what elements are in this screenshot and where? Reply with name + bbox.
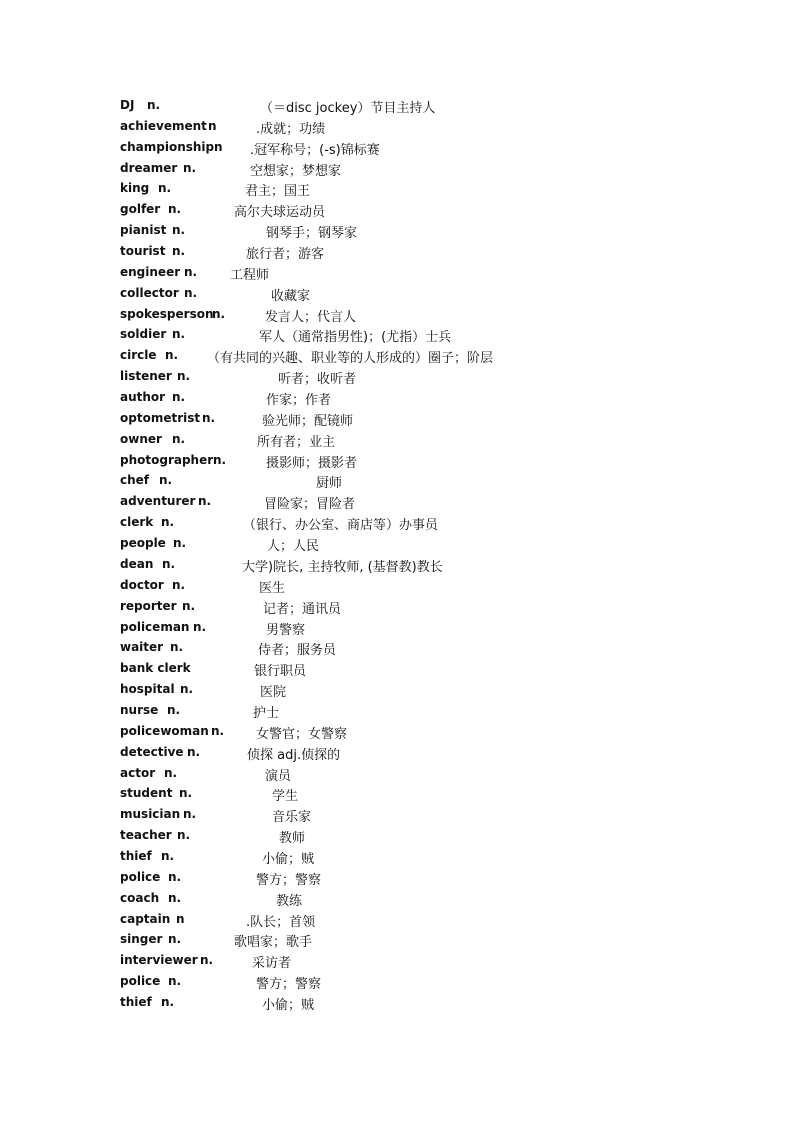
entry-part-of-speech: n.: [183, 807, 197, 822]
entry-word: people: [120, 536, 166, 551]
entry-part-of-speech: n.: [159, 473, 173, 488]
entry-part-of-speech: n.: [179, 786, 193, 801]
entry-word: adventurer: [120, 494, 196, 509]
vocab-entry: [0, 326, 794, 346]
entry-word: police: [120, 869, 161, 884]
entry-part-of-speech: n.: [183, 160, 197, 175]
entry-word: tourist: [120, 244, 166, 259]
entry-definition: 侍者；服务员: [258, 643, 337, 659]
entry-definition: 摄影师；摄影者: [266, 455, 358, 471]
vocab-entry: [0, 472, 794, 492]
entry-part-of-speech: n.: [177, 828, 191, 843]
vocab-entry: [0, 785, 794, 805]
entry-part-of-speech: n.: [200, 953, 214, 968]
entry-part-of-speech: n.: [165, 348, 179, 363]
entry-part-of-speech: n.: [168, 890, 182, 905]
entry-part-of-speech: n.: [172, 577, 186, 592]
entry-definition: .冠军称号；(-s)锦标赛: [250, 142, 380, 158]
entry-word: thief: [120, 994, 152, 1009]
vocab-entry: [0, 765, 794, 785]
entry-word: engineer: [120, 264, 181, 279]
entry-definition: 小偷；贼: [262, 997, 315, 1013]
entry-word: captain: [120, 911, 171, 926]
vocab-entry: [0, 285, 794, 305]
vocab-entry: [0, 598, 794, 618]
entry-word: listener: [120, 369, 172, 384]
vocab-entry: [0, 556, 794, 576]
entry-definition: 发言人；代言人: [265, 309, 357, 325]
entry-part-of-speech: n.: [187, 744, 201, 759]
entry-word: student: [120, 786, 173, 801]
entry-word: author: [120, 390, 166, 405]
entry-definition: 采访者: [252, 956, 292, 972]
entry-word: DJ: [120, 98, 135, 112]
entry-definition: 钢琴手；钢琴家: [266, 226, 358, 242]
vocab-entry: [0, 577, 794, 597]
entry-definition: 警方；警察: [256, 977, 322, 993]
entry-part-of-speech: n.: [161, 994, 175, 1009]
entry-part-of-speech: n.: [164, 765, 178, 780]
entry-definition: 大学)院长, 主持牧师, (基督教)教长: [242, 559, 443, 575]
vocab-entry: [0, 306, 794, 326]
entry-definition: 教师: [279, 831, 306, 847]
entry-part-of-speech: n.: [213, 452, 227, 467]
vocab-entry: [0, 389, 794, 409]
entry-word: spokesperson: [120, 306, 214, 321]
entry-word: king: [120, 181, 150, 196]
entry-part-of-speech: n.: [212, 306, 226, 321]
entry-part-of-speech: n: [176, 911, 185, 926]
vocab-entry: [0, 994, 794, 1014]
vocab-entry: [0, 410, 794, 430]
entry-word: dreamer: [120, 160, 178, 175]
entry-definition: 高尔夫球运动员: [234, 205, 326, 221]
entry-definition: .成就；功绩: [256, 121, 326, 137]
vocab-entry: [0, 243, 794, 263]
entry-definition: 演员: [265, 768, 292, 784]
entry-word: chef: [120, 473, 150, 488]
vocab-entry: [0, 535, 794, 555]
entry-definition: 小偷；贼: [262, 851, 315, 867]
vocab-entry: [0, 619, 794, 639]
entry-word: achievement: [120, 118, 207, 133]
entry-part-of-speech: n.: [172, 390, 186, 405]
entry-definition: 厨师: [316, 476, 343, 492]
entry-part-of-speech: n.: [147, 98, 161, 112]
vocab-entry: [0, 514, 794, 534]
vocab-entry: [0, 180, 794, 200]
entry-definition: 验光师；配镜师: [262, 413, 354, 429]
entry-definition: 医生: [259, 580, 286, 596]
entry-part-of-speech: n.: [168, 202, 182, 217]
entry-definition: 女警官；女警察: [256, 726, 348, 742]
vocab-entry: [0, 431, 794, 451]
entry-definition: 护士: [253, 705, 280, 721]
entry-word: soldier: [120, 327, 167, 342]
entry-word: police: [120, 974, 161, 989]
entry-part-of-speech: n.: [168, 869, 182, 884]
vocab-entry: [0, 931, 794, 951]
vocab-entry: [0, 723, 794, 743]
entry-part-of-speech: n.: [184, 285, 198, 300]
entry-part-of-speech: n.: [172, 431, 186, 446]
entry-word: dean: [120, 556, 154, 571]
vocab-entry: [0, 264, 794, 284]
entry-word: golfer: [120, 202, 161, 217]
entry-word: coach: [120, 890, 160, 905]
entry-word: hospital: [120, 682, 175, 697]
vocab-entry: [0, 139, 794, 159]
vocab-entry: [0, 347, 794, 367]
entry-word: photographer: [120, 452, 214, 467]
entry-word: circle: [120, 348, 157, 363]
vocab-entry: [0, 848, 794, 868]
vocab-entry: [0, 160, 794, 180]
entry-part-of-speech: n: [214, 139, 223, 154]
vocab-entry: [0, 827, 794, 847]
entry-part-of-speech: n.: [177, 369, 191, 384]
entry-definition: （有共同的兴趣、职业等的人形成的）圈子；阶层: [207, 351, 494, 367]
entry-definition: 歌唱家；歌手: [234, 935, 313, 951]
entry-word: nurse: [120, 702, 159, 717]
entry-part-of-speech: n.: [168, 932, 182, 947]
entry-definition: .队长；首领: [246, 914, 316, 930]
vocab-entry: [0, 118, 794, 138]
entry-word: interviewer: [120, 953, 198, 968]
vocab-entry: [0, 639, 794, 659]
entry-part-of-speech: n.: [173, 536, 187, 551]
entry-part-of-speech: n.: [211, 723, 225, 738]
entry-part-of-speech: n.: [162, 556, 176, 571]
entry-part-of-speech: n.: [198, 494, 212, 509]
entry-word: bank clerk: [120, 661, 191, 676]
entry-part-of-speech: n.: [184, 264, 198, 279]
entry-word: detective: [120, 744, 184, 759]
entry-word: policeman: [120, 619, 190, 634]
vocab-entry: [0, 890, 794, 910]
entry-part-of-speech: n.: [158, 181, 172, 196]
entry-part-of-speech: n.: [172, 223, 186, 238]
entry-part-of-speech: n.: [167, 702, 181, 717]
entry-word: waiter: [120, 640, 164, 655]
entry-word: policewoman: [120, 723, 209, 738]
vocab-entry: [0, 681, 794, 701]
entry-definition: 警方；警察: [256, 872, 322, 888]
entry-definition: （银行、办公室、商店等）办事员: [243, 518, 439, 534]
entry-word: championship: [120, 139, 215, 154]
entry-part-of-speech: n.: [161, 848, 175, 863]
vocab-entry: [0, 744, 794, 764]
entry-part-of-speech: n.: [172, 244, 186, 259]
entry-word: doctor: [120, 577, 164, 592]
entry-word: collector: [120, 285, 179, 300]
entry-word: reporter: [120, 598, 177, 613]
entry-definition: 所有者；业主: [257, 434, 336, 450]
entry-part-of-speech: n.: [193, 619, 207, 634]
vocab-entry: [0, 452, 794, 472]
entry-definition: 音乐家: [272, 810, 312, 826]
entry-part-of-speech: n.: [202, 410, 216, 425]
entry-definition: 君主；国王: [245, 184, 311, 200]
entry-part-of-speech: n.: [170, 640, 184, 655]
entry-definition: 男警察: [266, 622, 306, 638]
entry-definition: 工程师: [230, 267, 270, 283]
entry-definition: 收藏家: [271, 288, 311, 304]
vocab-entry: [0, 368, 794, 388]
entry-definition: 银行职员: [254, 664, 307, 680]
entry-definition: 记者；通讯员: [263, 601, 342, 617]
entry-definition: 教练: [276, 893, 303, 909]
entry-definition: 冒险家；冒险者: [264, 497, 356, 513]
entry-word: optometrist: [120, 410, 201, 425]
entry-word: clerk: [120, 515, 154, 530]
entry-definition: 侦探 adj.侦探的: [247, 747, 341, 763]
entry-definition: （＝disc jockey）节目主持人: [260, 101, 436, 116]
vocab-entry: [0, 952, 794, 972]
entry-part-of-speech: n.: [180, 682, 194, 697]
vocab-entry: [0, 201, 794, 221]
entry-part-of-speech: n: [208, 118, 217, 133]
vocab-entry: [0, 911, 794, 931]
vocab-entry: [0, 97, 794, 117]
vocab-entry: [0, 660, 794, 680]
entry-definition: 军人（通常指男性)；(尤指）士兵: [259, 330, 452, 346]
entry-word: musician: [120, 807, 181, 822]
entry-word: pianist: [120, 223, 167, 238]
entry-part-of-speech: n.: [182, 598, 196, 613]
vocab-entry: [0, 702, 794, 722]
vocab-entry: [0, 869, 794, 889]
vocab-entry: [0, 973, 794, 993]
entry-definition: 作家；作者: [266, 393, 332, 409]
entry-part-of-speech: n.: [161, 515, 175, 530]
entry-definition: 人；人民: [267, 539, 320, 555]
entry-definition: 旅行者；游客: [246, 247, 325, 263]
vocab-entry: [0, 493, 794, 513]
entry-definition: 空想家；梦想家: [250, 163, 342, 179]
entry-word: owner: [120, 431, 162, 446]
entry-definition: 听者；收听者: [278, 372, 357, 388]
entry-word: teacher: [120, 828, 172, 843]
entry-word: thief: [120, 848, 152, 863]
vocab-entry: [0, 222, 794, 242]
entry-word: actor: [120, 765, 156, 780]
entry-definition: 医院: [260, 685, 287, 701]
entry-definition: 学生: [272, 789, 299, 805]
entry-word: singer: [120, 932, 163, 947]
entry-part-of-speech: n.: [172, 327, 186, 342]
entry-part-of-speech: n.: [168, 974, 182, 989]
vocab-entry: [0, 806, 794, 826]
